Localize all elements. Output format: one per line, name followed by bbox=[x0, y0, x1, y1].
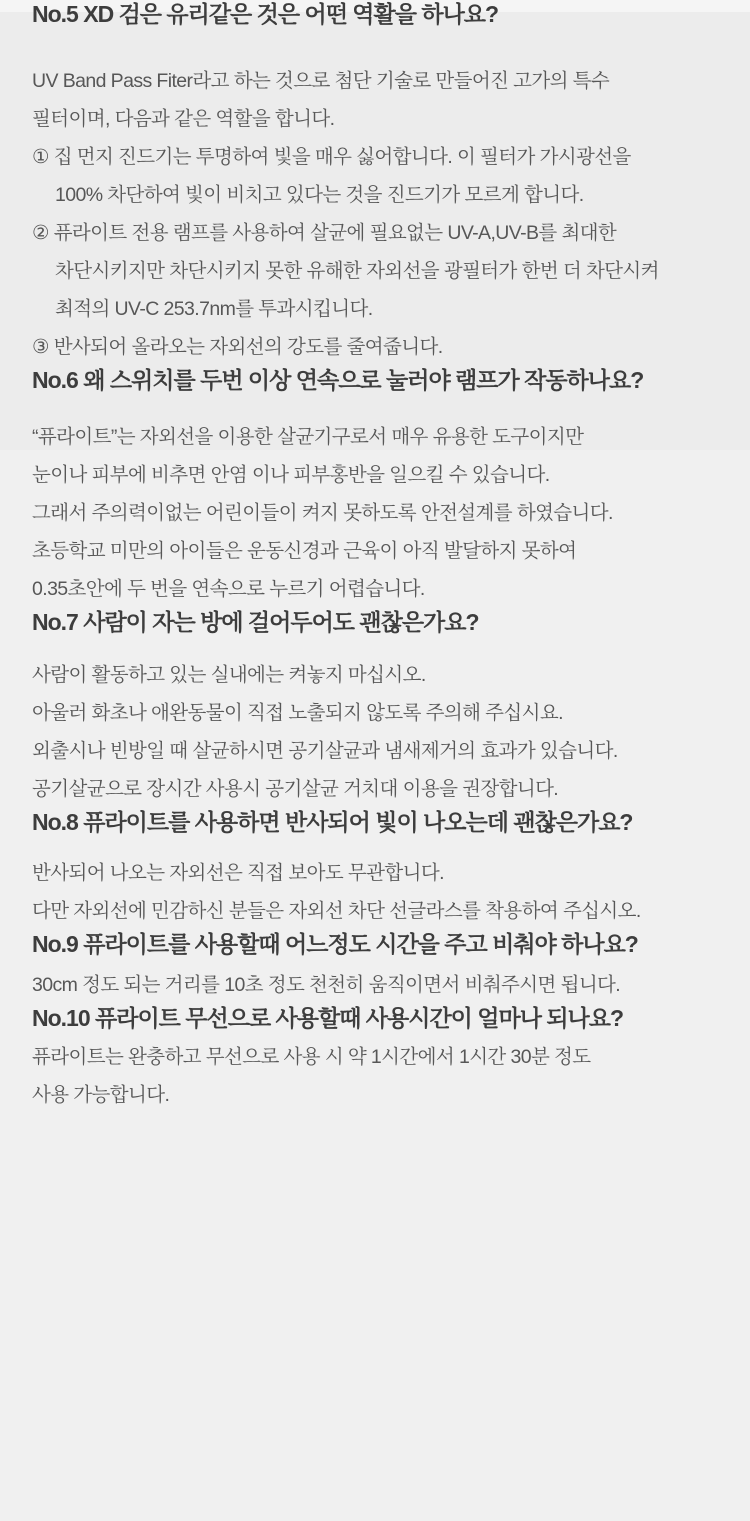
faq-answer bbox=[32, 656, 718, 808]
faq-answer-line: 차단시키지만 차단시키지 못한 유해한 자외선을 광필터가 한번 더 차단시켜 bbox=[55, 260, 659, 282]
faq-answer-line: 초등학교 미만의 아이들은 운동신경과 근육이 아직 발달하지 못하여 bbox=[32, 540, 577, 562]
faq-answer-line: 30cm 정도 되는 거리를 10초 정도 천천히 움직이면서 비춰주시면 됩니다. bbox=[32, 974, 621, 996]
faq-answer-line: 공기살균으로 장시간 사용시 공기살균 거치대 이용을 권장합니다. bbox=[32, 778, 559, 800]
faq-answer-line: 퓨라이트는 완충하고 무선으로 사용 시 약 1시간에서 1시간 30분 정도 bbox=[32, 1046, 591, 1068]
faq-answer-line: ① 집 먼지 진드기는 투명하여 빛을 매우 싫어합니다. 이 필터가 가시광선을 bbox=[32, 146, 631, 168]
faq-section-no10 bbox=[32, 1004, 718, 1114]
faq-answer bbox=[32, 966, 718, 1004]
faq-answer-line: 눈이나 피부에 비추면 안염 이나 피부홍반을 일으킬 수 있습니다. bbox=[32, 464, 550, 486]
faq-answer-line: 0.35초안에 두 번을 연속으로 누르기 어렵습니다. bbox=[32, 578, 425, 600]
faq-answer-line: 다만 자외선에 민감하신 분들은 자외선 차단 선글라스를 착용하여 주십시오. bbox=[32, 900, 641, 922]
faq-answer-line: 그래서 주의력이없는 어린이들이 켜지 못하도록 안전설계를 하였습니다. bbox=[32, 502, 613, 524]
faq-section-no5 bbox=[32, 0, 718, 366]
faq-question: No.9 퓨라이트를 사용할때 어느정도 시간을 주고 비춰야 하나요? bbox=[32, 931, 638, 957]
faq-answer-line: ② 퓨라이트 전용 램프를 사용하여 살균에 필요없는 UV-A,UV-B를 최대한 bbox=[32, 222, 617, 244]
faq-question: No.5 XD 검은 유리같은 것은 어떤 역활을 하나요? bbox=[32, 1, 499, 27]
faq-section-no7 bbox=[32, 608, 718, 808]
faq-answer-line: 아울러 화초나 애완동물이 직접 노출되지 않도록 주의해 주십시요. bbox=[32, 702, 563, 724]
faq-answer-line: “퓨라이트”는 자외선을 이용한 살균기구로서 매우 유용한 도구이지만 bbox=[32, 426, 584, 448]
faq-answer bbox=[32, 418, 718, 608]
faq-question: No.8 퓨라이트를 사용하면 반사되어 빛이 나오는데 괜찮은가요? bbox=[32, 809, 633, 835]
faq-question: No.10 퓨라이트 무선으로 사용할때 사용시간이 얼마나 되나요? bbox=[32, 1005, 624, 1031]
faq-section-no9 bbox=[32, 930, 718, 1004]
faq-answer-line: 필터이며, 다음과 같은 역할을 합니다. bbox=[32, 108, 335, 130]
faq-answer-line: 최적의 UV-C 253.7nm를 투과시킵니다. bbox=[55, 298, 373, 320]
faq-answer-line: 반사되어 나오는 자외선은 직접 보아도 무관합니다. bbox=[32, 862, 444, 884]
faq-answer bbox=[32, 1038, 718, 1114]
faq-answer-line: 외출시나 빈방일 때 살균하시면 공기살균과 냄새제거의 효과가 있습니다. bbox=[32, 740, 618, 762]
faq-answer-line: UV Band Pass Fiter라고 하는 것으로 첨단 기술로 만들어진 고가의 특수 bbox=[32, 70, 610, 92]
faq-section-no6 bbox=[32, 366, 718, 608]
faq-question: No.6 왜 스위치를 두번 이상 연속으로 눌러야 램프가 작동하나요? bbox=[32, 367, 644, 393]
faq-answer-line: ③ 반사되어 올라오는 자외선의 강도를 줄여줍니다. bbox=[32, 336, 443, 358]
faq-answer-line: 사람이 활동하고 있는 실내에는 켜놓지 마십시오. bbox=[32, 664, 426, 686]
faq-question: No.7 사람이 자는 방에 걸어두어도 괜찮은가요? bbox=[32, 609, 479, 635]
faq-answer bbox=[32, 62, 718, 366]
faq-section-no8 bbox=[32, 808, 718, 930]
faq-answer-line: 사용 가능합니다. bbox=[32, 1084, 170, 1106]
faq-answer-line: 100% 차단하여 빛이 비치고 있다는 것을 진드기가 모르게 합니다. bbox=[55, 184, 584, 206]
faq-answer bbox=[32, 854, 718, 930]
